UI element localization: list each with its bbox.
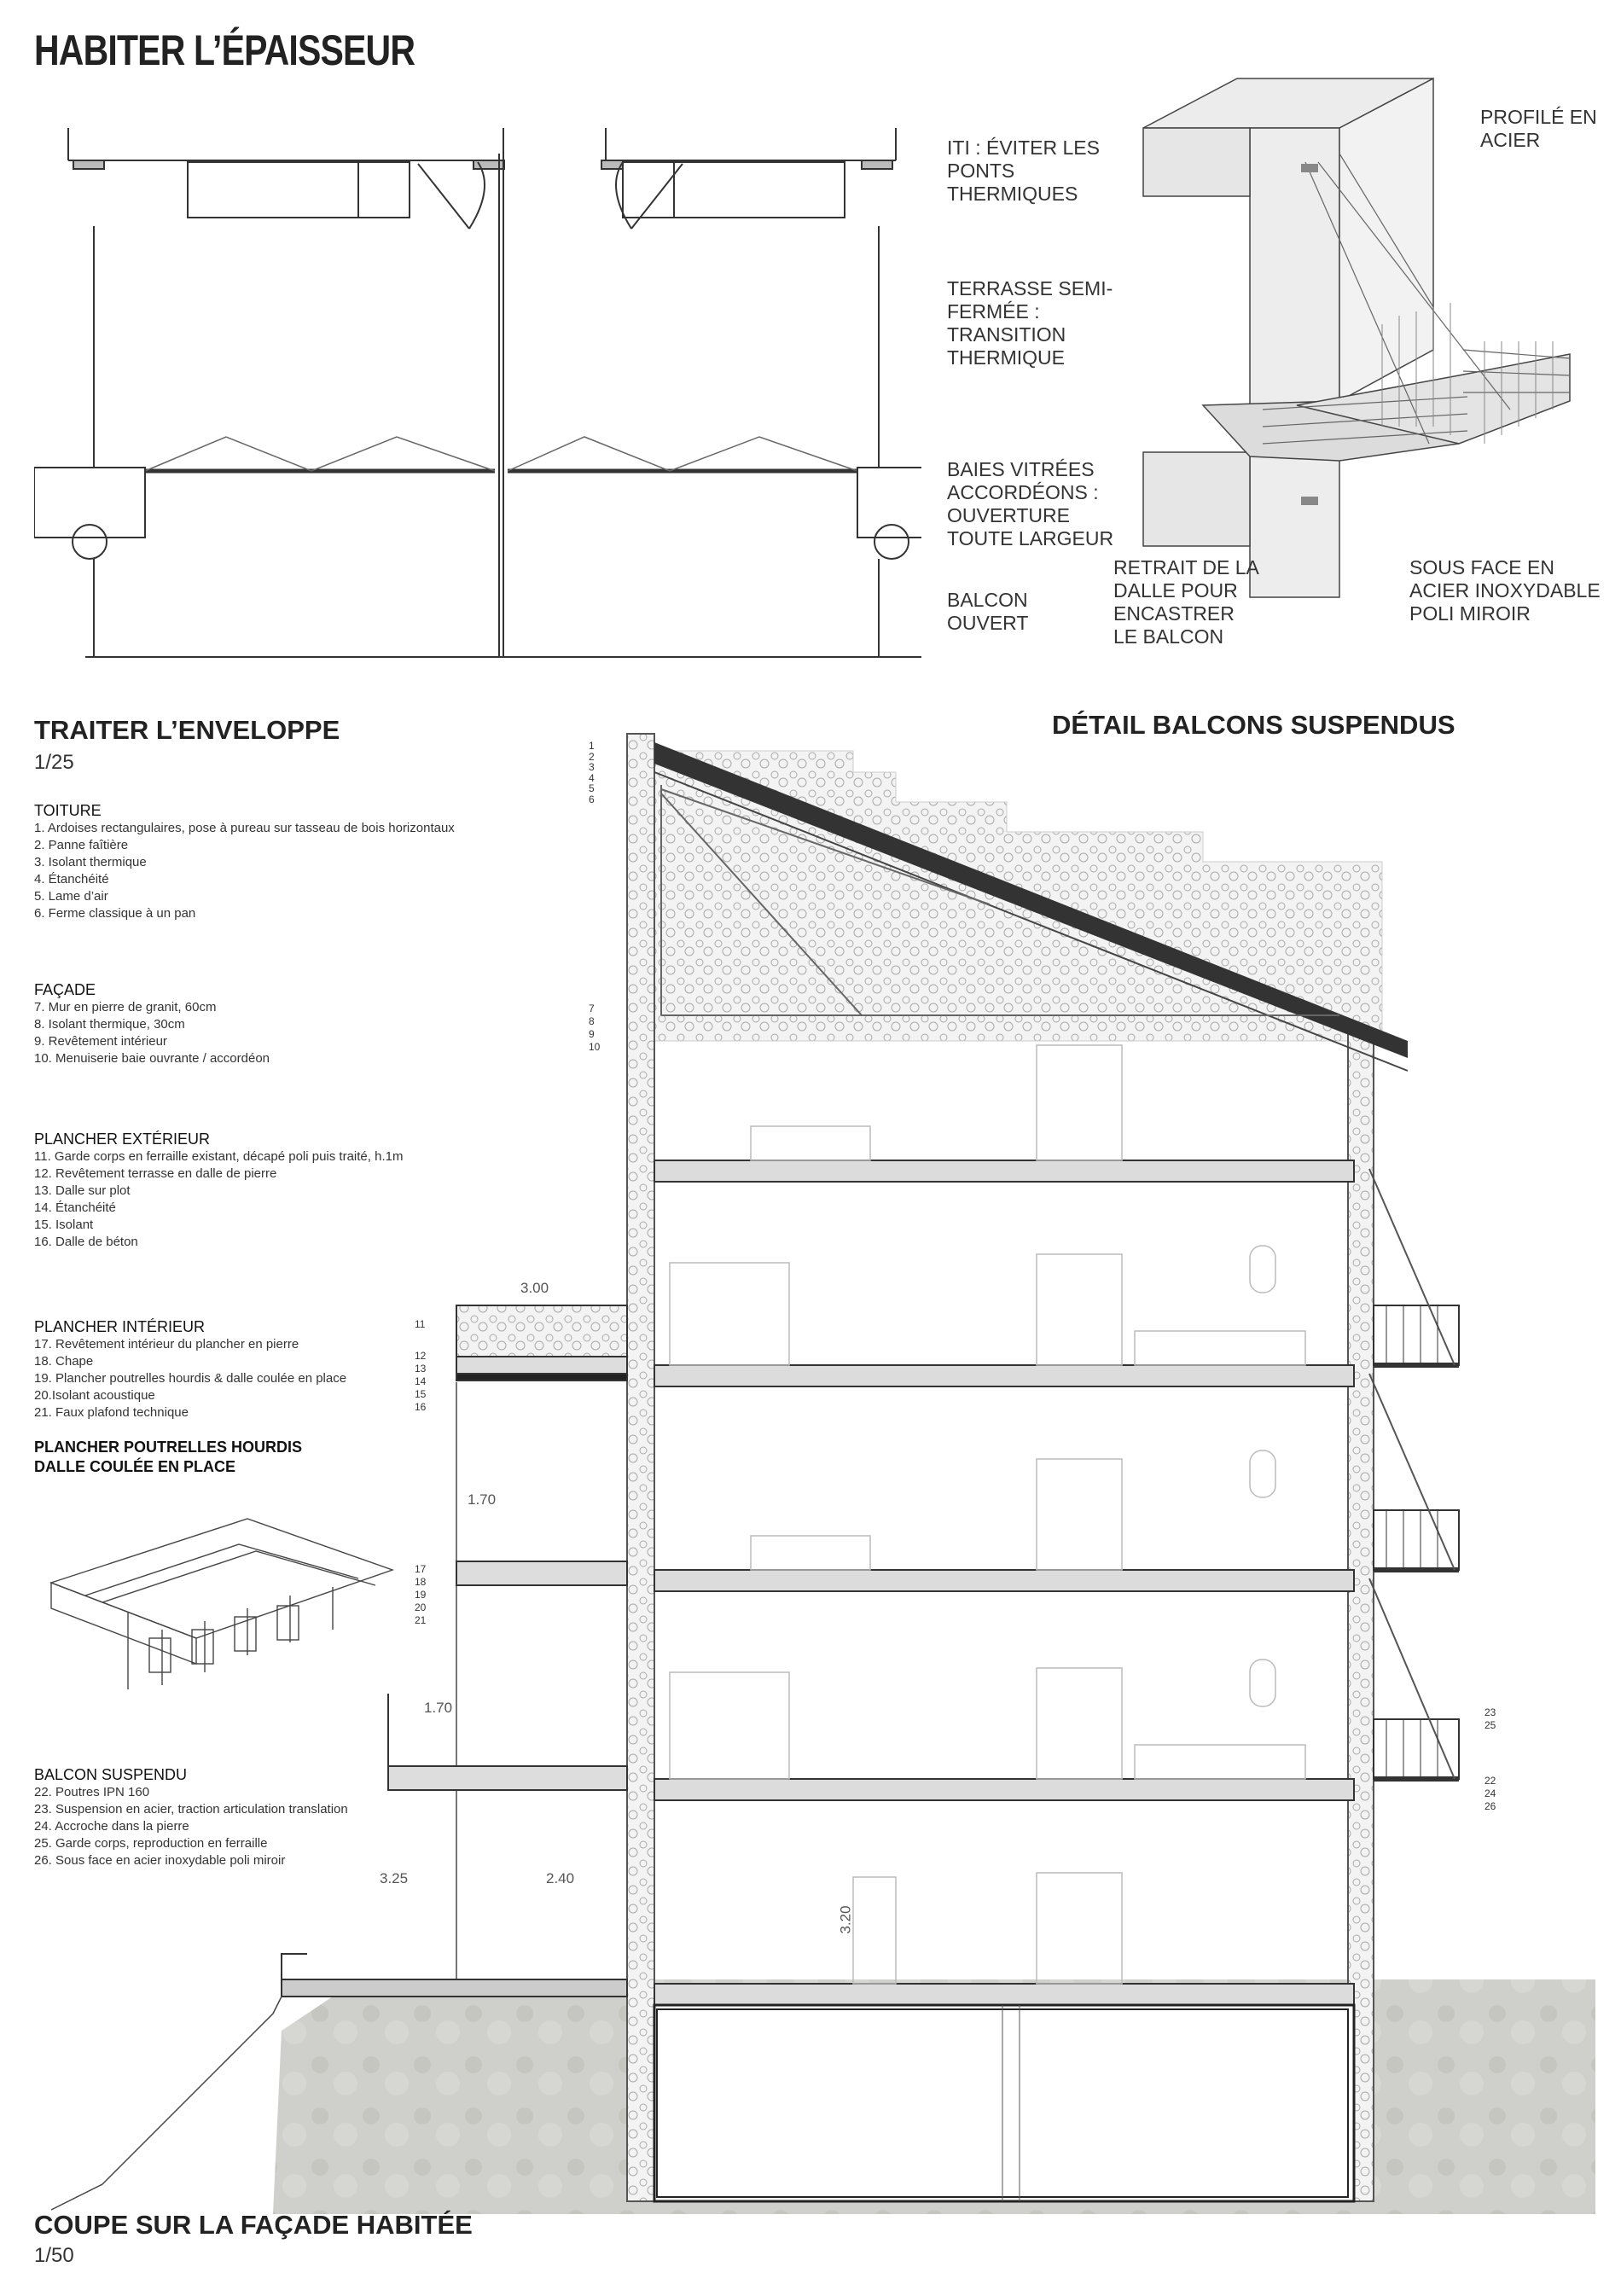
- dim-ceiling-height: 3.20: [837, 1905, 854, 1934]
- legend-item: 22. Poutres IPN 160: [34, 1785, 150, 1799]
- callout-number: 23: [1484, 1706, 1496, 1718]
- callout-number: 8: [589, 1015, 595, 1027]
- dim-terrace-width: 3.00: [520, 1280, 549, 1296]
- envelope-title: TRAITER L’ENVELOPPE: [34, 715, 340, 745]
- legend-item: 23. Suspension en acier, traction articulation translation: [34, 1802, 348, 1816]
- callout-number: 17: [415, 1563, 427, 1575]
- annotation-retrait: RETRAIT DE LA DALLE POUR ENCASTRER LE BALCON: [1113, 556, 1258, 648]
- annotation-profile: PROFILÉ EN ACIER: [1480, 106, 1597, 151]
- poutrelles-title-line: PLANCHER POUTRELLES HOURDIS: [34, 1439, 303, 1456]
- legend-item: 17. Revêtement intérieur du plancher en pierre: [34, 1337, 299, 1351]
- envelope-scale: 1/25: [34, 751, 74, 774]
- legend-facade-heading: FAÇADE: [34, 981, 96, 998]
- legend-item: 24. Accroche dans la pierre: [34, 1819, 189, 1834]
- callouts-facade: [589, 1003, 600, 1054]
- legend-item: 25. Garde corps, reproduction en ferraille: [34, 1836, 268, 1851]
- callout-number: 11: [415, 1318, 426, 1330]
- legend-item: 26. Sous face en acier inoxydable poli miroir: [34, 1853, 286, 1868]
- callouts-int-floor: [415, 1563, 426, 1627]
- dim-upper-width: 1.70: [424, 1700, 453, 1716]
- callout-number: 4: [589, 771, 595, 784]
- callout-number: 19: [415, 1589, 427, 1601]
- callouts-roof: [589, 741, 595, 805]
- callout-number: 9: [589, 1028, 595, 1040]
- legend-item: 14. Étanchéité: [34, 1200, 116, 1215]
- annotation-iti: ITI : ÉVITER LES PONTS THERMIQUES: [947, 137, 1100, 205]
- annotation-balcon: BALCON OUVERT: [947, 589, 1029, 634]
- callout-number: 6: [589, 793, 595, 805]
- legend-toiture-heading: TOITURE: [34, 802, 102, 819]
- callout-number: 5: [589, 782, 595, 794]
- callout-number: 20: [415, 1601, 427, 1613]
- legend-item: 20.Isolant acoustique: [34, 1388, 155, 1403]
- callout-number: 12: [415, 1350, 427, 1362]
- legend-item: 15. Isolant: [34, 1218, 94, 1232]
- callout-number: 22: [1484, 1775, 1496, 1787]
- annotation-sous-face: SOUS FACE EN ACIER INOXYDABLE POLI MIROIR: [1409, 556, 1601, 625]
- callout-number: 7: [589, 1003, 595, 1014]
- legend-item: 21. Faux plafond technique: [34, 1405, 189, 1420]
- callout-number: 26: [1484, 1800, 1496, 1812]
- legend-item: 8. Isolant thermique, 30cm: [34, 1017, 185, 1032]
- legend-item: 1. Ardoises rectangulaires, pose à pureau sur tasseau de bois horizontaux: [34, 821, 455, 835]
- annotation-terrasse: TERRASSE SEMI-FERMÉE : TRANSITION THERMIQUE: [947, 277, 1113, 369]
- legend-item: 13. Dalle sur plot: [34, 1183, 131, 1198]
- callout-number: 1: [589, 740, 595, 752]
- dim-balcony-width: 1.70: [468, 1491, 497, 1508]
- detail-title: DÉTAIL BALCONS SUSPENDUS: [1052, 710, 1455, 740]
- legend-item: 12. Revêtement terrasse en dalle de pierre: [34, 1166, 277, 1181]
- callout-number: 18: [415, 1576, 427, 1588]
- poutrelles-title-line: DALLE COULÉE EN PLACE: [34, 1458, 236, 1475]
- callout-number: 21: [415, 1614, 427, 1626]
- legend-item: 9. Revêtement intérieur: [34, 1034, 167, 1049]
- legend-item: 18. Chape: [34, 1354, 94, 1369]
- callout-number: 25: [1484, 1719, 1496, 1731]
- callout-number: 3: [589, 761, 595, 773]
- legend-item: 4. Étanchéité: [34, 872, 109, 886]
- callouts-balcony-upper: [1484, 1706, 1496, 1732]
- legend-balcon-heading: BALCON SUSPENDU: [34, 1766, 188, 1783]
- legend-item: 10. Menuiserie baie ouvrante / accordéon: [34, 1051, 270, 1066]
- callout-number: 15: [415, 1388, 427, 1400]
- callout-number: 10: [589, 1041, 601, 1053]
- legend-item: 16. Dalle de béton: [34, 1235, 138, 1249]
- callouts-ext-floor: [415, 1318, 426, 1414]
- legend-item: 5. Lame d’air: [34, 889, 108, 904]
- callout-number: 14: [415, 1375, 427, 1387]
- callout-number: 24: [1484, 1787, 1496, 1799]
- callouts-balcony-lower: [1484, 1775, 1496, 1813]
- dim-ground-right: 2.40: [546, 1870, 575, 1886]
- legend-plancher-ext-heading: PLANCHER EXTÉRIEUR: [34, 1131, 211, 1148]
- callout-number: 2: [589, 750, 595, 763]
- legend-plancher-int-heading: PLANCHER INTÉRIEUR: [34, 1318, 206, 1335]
- callout-number: 16: [415, 1401, 427, 1413]
- annotation-baies: BAIES VITRÉES ACCORDÉONS : OUVERTURE TOUTE LARGEUR: [947, 458, 1114, 549]
- coupe-scale: 1/50: [34, 2244, 74, 2267]
- callout-number: 13: [415, 1363, 427, 1375]
- dim-ground-left: 3.25: [380, 1870, 409, 1886]
- legend-item: 3. Isolant thermique: [34, 855, 147, 869]
- legend-item: 19. Plancher poutrelles hourdis & dalle coulée en place: [34, 1371, 347, 1386]
- legend-item: 7. Mur en pierre de granit, 60cm: [34, 1000, 217, 1014]
- legend-item: 6. Ferme classique à un pan: [34, 906, 196, 921]
- page-title: HABITER L’ÉPAISSEUR: [34, 26, 415, 74]
- legend-item: 2. Panne faîtière: [34, 838, 129, 852]
- legend-item: 11. Garde corps en ferraille existant, décapé poli puis traité, h.1m: [34, 1149, 404, 1164]
- coupe-title: COUPE SUR LA FAÇADE HABITÉE: [34, 2210, 473, 2240]
